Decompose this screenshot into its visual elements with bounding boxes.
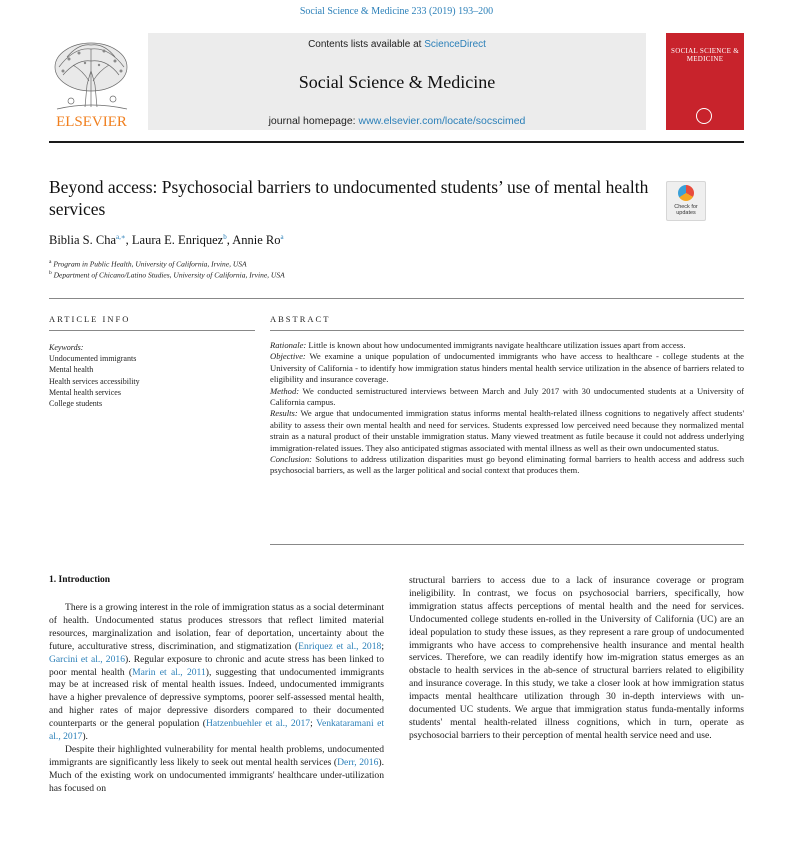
abstract-label: Conclusion: [270, 454, 313, 465]
author-separator: , [226, 233, 233, 248]
article-title: Beyond access: Psychosocial barriers to undocumented students’ use of mental health services [49, 177, 649, 219]
abstract-text: We conducted semistructured interviews between March and July 2017 with 30 undocumented students at a University of California campus. [270, 385, 744, 408]
abstract-label: Objective: [270, 351, 306, 362]
elsevier-wordmark: ELSEVIER [56, 114, 127, 129]
abstract-label: Results: [270, 408, 298, 419]
affiliation-marker: b [49, 270, 52, 276]
header-rule [49, 141, 744, 143]
affiliation-a [49, 259, 247, 269]
section-rule [49, 298, 744, 299]
abstract-conclusion [270, 454, 744, 477]
contents-line [148, 39, 646, 50]
body-text: There is a growing interest in the role of immigration status as a social determinant of health. Undocumented status produces stressors that reflect limited material resources, marginalization and isolation, fear of deportation, uncertainty about the future, acculturative stress, discrimination, and stigmatization ( [49, 602, 384, 652]
introduction-heading: 1. Introduction [49, 575, 111, 585]
keyword-item: Mental health [49, 365, 94, 375]
check-for-updates-button[interactable] [666, 181, 706, 221]
citation-link[interactable]: Hatzenbuehler et al., 2017 [205, 718, 311, 730]
homepage-link[interactable]: www.elsevier.com/locate/socscimed [358, 115, 526, 127]
cover-badge-icon [696, 108, 712, 124]
elsevier-logo [49, 37, 134, 129]
intro-paragraph-2 [49, 744, 384, 796]
abstract-results [270, 408, 744, 454]
author-name[interactable]: Annie Ro [232, 233, 281, 248]
sciencedirect-link[interactable]: ScienceDirect [424, 39, 486, 50]
author-affil-marker[interactable]: a,∗ [116, 233, 126, 241]
journal-citation[interactable]: Social Science & Medicine 233 (2019) 193–200 [299, 6, 494, 17]
abstract-rationale [270, 340, 744, 351]
body-text: ). Much of the existing work on undocumented immigrants' healthcare under-utilization has focused on [49, 756, 384, 794]
author-affil-marker[interactable]: a [280, 233, 284, 241]
author-name[interactable]: Biblia S. Cha [49, 233, 117, 248]
journal-title: Social Science & Medicine [298, 72, 496, 92]
body-text: ). [82, 731, 88, 743]
keywords-block [49, 342, 255, 409]
journal-homepage-line [148, 115, 646, 127]
elsevier-tree-icon [49, 37, 134, 129]
abstract-method [270, 386, 744, 409]
journal-cover-image [666, 33, 744, 130]
affiliation-marker: a [49, 259, 52, 265]
abstract-label: Rationale: [270, 340, 307, 350]
author-affil-marker[interactable]: b [223, 233, 227, 241]
keyword-item: Mental health services [49, 387, 121, 397]
body-text: ), suggesting that undocumented immigrants may be at increased risk of mental health issues. Indeed, undocumented immigrants have a higher prevalence of depressive symptoms, poorer self-assessed mental health, and higher rates of major depressive disorders compared to their documented counterparts or the general population ( [49, 666, 384, 730]
cover-title: SOCIAL SCIENCE & MEDICINE [671, 47, 739, 63]
keyword-item: Undocumented immigrants [49, 354, 137, 364]
contents-prefix: Contents lists available at [308, 39, 425, 50]
abstract-text: Solutions to address utilization disparities must go beyond eliminating formal barriers to health access and address such psychosocial barriers, as well as the larger political and social context that produces them. [270, 454, 744, 476]
author-separator: , [125, 233, 132, 248]
keyword-item: Health services accessibility [49, 376, 140, 386]
affiliation-text: Department of Chicano/Latino Studies, University of California, Irvine, USA [53, 270, 285, 280]
body-text: Despite their highlighted vulnerability for mental health problems, undocumented immigrants are significantly less likely to seek out mental health services ( [49, 743, 384, 768]
keyword-item: College students [49, 399, 103, 409]
check-updates-icon [678, 185, 694, 201]
article-info-rule [49, 330, 255, 331]
article-info-heading: ARTICLE INFO [49, 314, 131, 324]
body-text: ). Regular exposure to chronic and acute stress has been linked to poor mental health ( [49, 653, 384, 678]
check-updates-label: Check for updates [674, 204, 698, 216]
citation-link[interactable]: Derr, 2016 [337, 756, 379, 768]
affiliation-text: Program in Public Health, University of California, Irvine, USA [53, 259, 247, 269]
abstract-text: Little is known about how undocumented immigrants navigate healthcare utilization issues apart from access. [306, 340, 686, 350]
body-text: ; [381, 640, 384, 652]
keywords-heading: Keywords: [49, 343, 84, 352]
citation-link[interactable]: Enriquez et al., 2018 [298, 640, 382, 652]
body-column-right [409, 575, 744, 743]
homepage-prefix: journal homepage: [268, 115, 359, 127]
body-column-left [49, 602, 384, 796]
abstract-bottom-rule [270, 544, 744, 545]
author-name[interactable]: Laura E. Enriquez [131, 233, 224, 248]
abstract-objective [270, 351, 744, 385]
author-list [49, 233, 284, 248]
body-text: ; [310, 718, 317, 730]
intro-paragraph-continued: structural barriers to access due to a lack of insurance coverage or program ineligibility. In contrast, we focus on psychosocial barriers, specifically, how immigration status affects perceptions of mental health and the need for services. Undocumented college students en-rolled in the University of California (UC) are an ideal population to study these issues, as they represent a rare group of undocumented immigrants who have access to comprehensive health insurance and mental health services. Therefore, we can readily identify how im-migration status emerges as an obstacle to health services in the ab-sence of structural barriers related to eligibility and insurance coverage. In this study, we take a closer look at how immigration status impacts mental healthcare utilization through 30 in-depth interviews with un-documented UC students. We argue that immigration status funda-mentally informs students' mental health-related illness cognitions, which in turn, operate as psychosocial barriers to their perception of mental health service need and use. [409, 575, 744, 741]
citation-link[interactable]: Marin et al., 2011 [132, 666, 206, 678]
intro-paragraph-1 [49, 602, 384, 744]
abstract-rule [270, 330, 744, 331]
abstract-label: Method: [270, 385, 300, 396]
citation-link[interactable]: Garcini et al., 2016 [49, 653, 125, 665]
abstract-text: We examine a unique population of undocumented immigrants who have access to healthcare - college students at the University of California - to identify how immigration status hinders mental health service utilization in the absence of barriers related to eligibility and insurance coverage. [270, 351, 744, 385]
abstract-text: We argue that undocumented immigration status informs mental health-related illness cognitions to negatively affect students' ability to assess their own mental health and need for services. Students expressed low perceived need because they normalized mental strain as a natural product of their unstable immigration status. Many viewed treatment as futile because it could not address underlying immigration-related issues. They also anticipated stigmas associated with mental illness as well as their own undocumented status. [270, 408, 744, 453]
abstract-heading: ABSTRACT [270, 314, 331, 324]
abstract-body [270, 340, 744, 477]
affiliation-b [49, 270, 285, 280]
citation-link[interactable]: Venkataramani et al., 2017 [49, 718, 385, 743]
